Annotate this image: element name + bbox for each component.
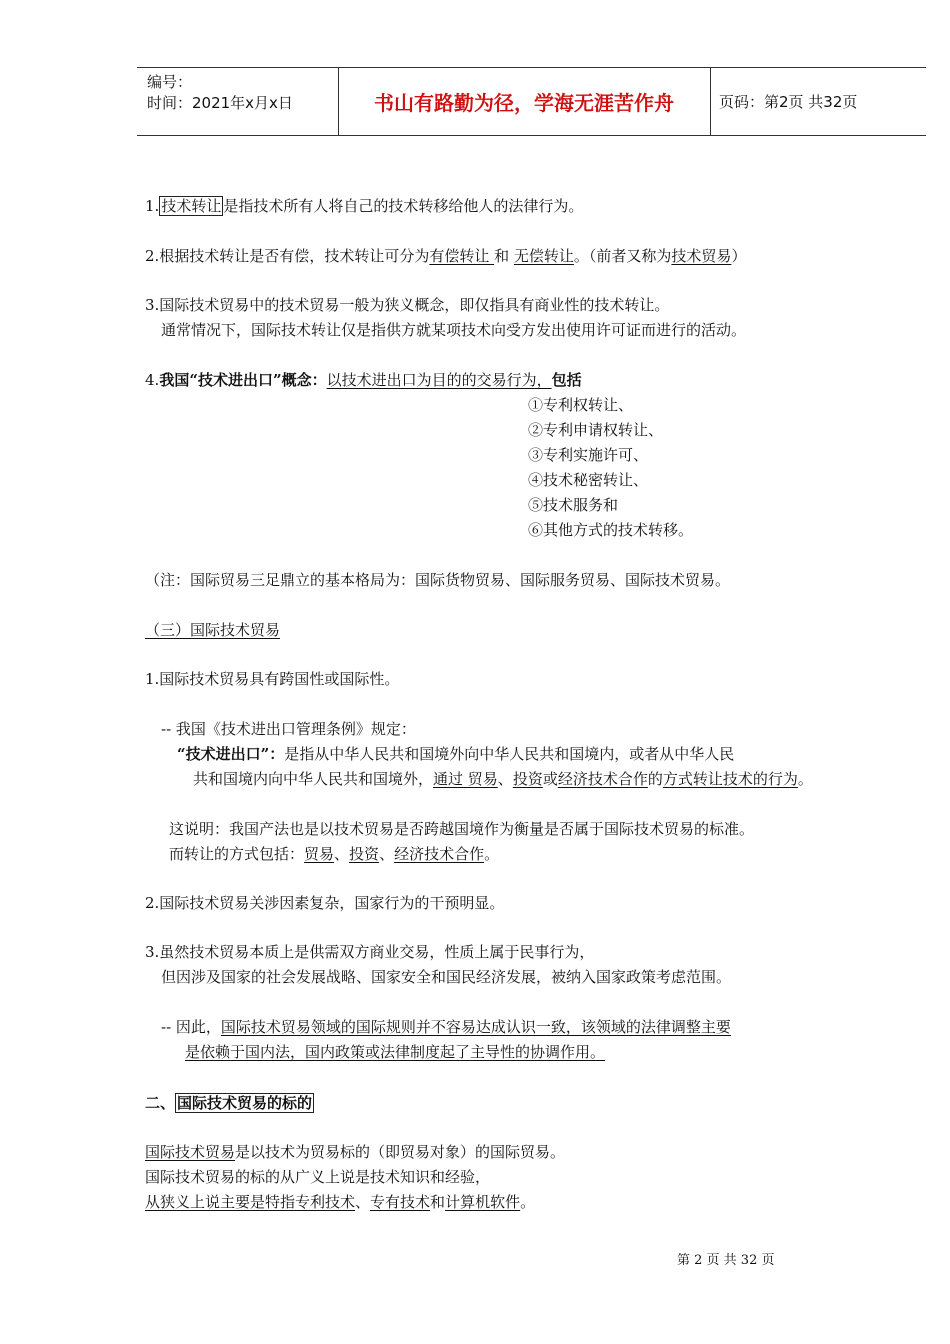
regulation-line-2: 共和国境内向中华人民共和国境外，通过 贸易、投资或经济技术合作的方式转让技术的行为。 — [193, 770, 813, 788]
header-divider — [710, 67, 711, 135]
number-label: 编号： — [147, 73, 193, 91]
list-item: ⑥其他方式的技术转移。 — [528, 521, 694, 539]
paragraph-2: 2.根据技术转让是否有偿，技术转让可分为有偿转让 和 无偿转让。（前者又称为技术贸易） — [145, 247, 747, 265]
regulation-intro: -- 我国《技术进出口管理条例》规定： — [161, 720, 416, 738]
header-page-label: 页码：第2页 共32页 — [719, 93, 858, 111]
list-item: ②专利申请权转让、 — [528, 421, 664, 439]
point-3-line-2: 但因涉及国家的社会发展战略、国家安全和国民经济发展，被纳入国家政策考虑范围。 — [161, 968, 732, 986]
note: （注：国际贸易三足鼎立的基本格局为：国际货物贸易、国际服务贸易、国际技术贸易。 — [145, 571, 731, 589]
explanation-line-2: 而转让的方式包括：贸易、投资、经济技术合作。 — [169, 845, 500, 863]
explanation-line-1: 这说明：我国产法也是以技术贸易是否跨越国境作为衡量是否属于国际技术贸易的标准。 — [169, 820, 755, 838]
section-heading-3: （三）国际技术贸易 — [145, 621, 281, 639]
paragraph-3-line-2: 通常情况下，国际技术转让仅是指供方就某项技术向受方发出使用许可证而进行的活动。 — [161, 321, 747, 339]
paragraph-3-line-1: 3.国际技术贸易中的技术贸易一般为狭义概念，即仅指具有商业性的技术转让。 — [145, 296, 670, 314]
subject-line-3: 从狭义上说主要是特指专利技术、专有技术和计算机软件。 — [145, 1193, 536, 1211]
page-footer: 第 2 页 共 32 页 — [677, 1253, 775, 1268]
paragraph-4: 4.我国“技术进出口”概念：以技术进出口为目的的交易行为，包括 — [145, 371, 582, 389]
list-item: ⑤技术服务和 — [528, 496, 619, 514]
section-heading-2: 二、 国际技术贸易的标的 — [145, 1094, 313, 1112]
term-technology-transfer: 技术转让 — [161, 197, 222, 215]
point-3-line-1: 3.虽然技术贸易本质上是供需双方商业交易，性质上属于民事行为， — [145, 943, 595, 961]
subject-line-1: 国际技术贸易是以技术为贸易标的（即贸易对象）的国际贸易。 — [145, 1143, 566, 1161]
regulation-line-1: “技术进出口”：是指从中华人民共和国境外向中华人民共和国境内，或者从中华人民 — [177, 745, 735, 763]
conclusion-line-2: 是依赖于国内法，国内政策或法律制度起了主导性的协调作用。 — [185, 1043, 606, 1061]
conclusion-line-1: -- 因此，国际技术贸易领域的国际规则并不容易达成认识一致，该领域的法律调整主要 — [161, 1018, 731, 1036]
list-item: ①专利权转让、 — [528, 396, 634, 414]
subject-line-2: 国际技术贸易的标的从广义上说是技术知识和经验， — [145, 1168, 491, 1186]
list-item: ④技术秘密转让、 — [528, 471, 649, 489]
list-item: ③专利实施许可、 — [528, 446, 649, 464]
time-label: 时间：2021年x月x日 — [147, 94, 293, 112]
point-1: 1.国际技术贸易具有跨国性或国际性。 — [145, 670, 400, 688]
point-2: 2.国际技术贸易关涉因素复杂，国家行为的干预明显。 — [145, 894, 505, 912]
paragraph-1: 1. 技术转让 是指技术所有人将自己的技术转移给他人的法律行为。 — [145, 197, 584, 215]
header-motto: 书山有路勤为径，学海无涯苦作舟 — [374, 90, 674, 115]
header-meta — [147, 72, 293, 114]
